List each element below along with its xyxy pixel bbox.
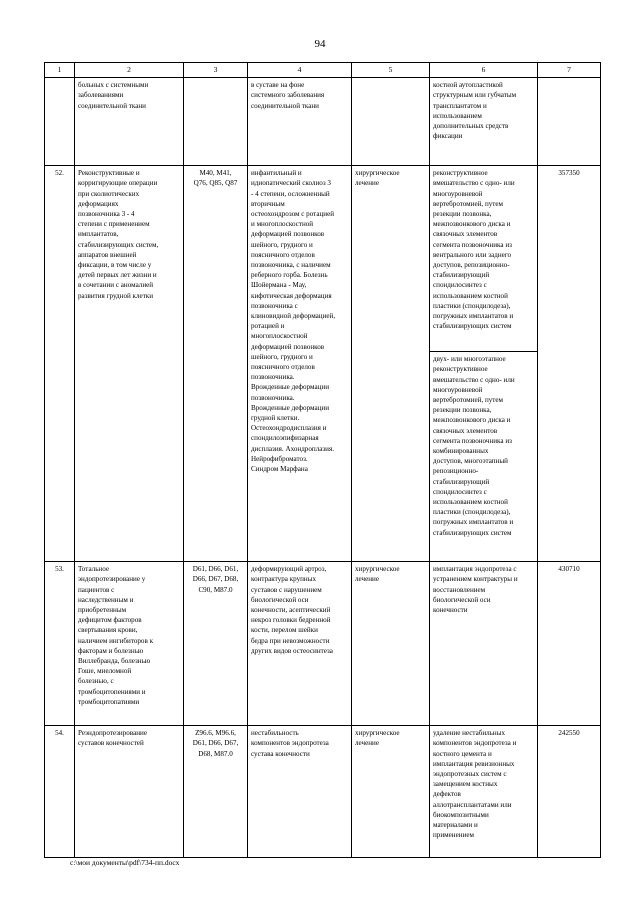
medical-procedures-table [44, 62, 601, 858]
diagnosis-codes: Z96.6, M96.6, D61, D66, D67, D68, M87.0 [184, 726, 248, 858]
row-number: 52. [45, 166, 75, 562]
diagnosis-codes: D61, D66, D61, D66, D67, D68, C90, M87.0 [184, 562, 248, 726]
patient-model: деформирующий артроз, контрактура крупных суставов с нарушением биологической оси конечности, асептический некроз головки бедренной кости, перелом шейки бедра при невозможности других видов остеосинтеза [248, 562, 352, 726]
diagnosis-codes: M40, M41, Q76, Q85, Q87 [184, 166, 248, 562]
column-header: 7 [538, 63, 601, 78]
treatment-method: костной аутопластикой структурным или губчатым трансплантатом и использованием дополнительных средств фиксации [430, 78, 538, 166]
treatment-type: хирургическое лечение [352, 166, 430, 562]
cost-value: 242550 [538, 726, 601, 858]
column-header: 5 [352, 63, 430, 78]
column-header: 6 [430, 63, 538, 78]
patient-model: нестабильность компонентов эндопротеза сустава конечности [248, 726, 352, 858]
header-row [45, 63, 601, 78]
table-row [45, 166, 601, 352]
column-header: 4 [248, 63, 352, 78]
diagnosis-codes [184, 78, 248, 166]
page-number: 94 [314, 38, 326, 50]
row-number [45, 78, 75, 166]
table-row [45, 78, 601, 166]
procedure-name: больных с системными заболеваниями соединительной ткани [75, 78, 184, 166]
table-row [45, 562, 601, 726]
cost-value [538, 78, 601, 166]
column-header: 1 [45, 63, 75, 78]
file-path-footer: c:\мои документы\pdf\734-пп.docx [70, 858, 180, 867]
treatment-method: реконструктивное вмешательство с одно- или многоуровневой вертебротомией, путем резекции позвонка, межпозвонкового диска и связочных элементов сегмента позвоночника из вентрального или заднего доступов, репозиционно- стабилизирующий спондилосинтез с использованием костной пластики (спондилодеза), погружных имплантатов и стабилизирующих систем [430, 166, 538, 352]
procedure-name: Реэндопротезирование суставов конечностей [75, 726, 184, 858]
treatment-type: хирургическое лечение [352, 562, 430, 726]
treatment-type [352, 78, 430, 166]
row-number: 53. [45, 562, 75, 726]
treatment-type: хирургическое лечение [352, 726, 430, 858]
column-header: 2 [75, 63, 184, 78]
treatment-method: удаление нестабильных компонентов эндопротеза и костного цемента и имплантация ревизионных эндопротезных систем с замещением костных дефектов аллотрансплантатами или биокомпозитными материалами и применением [430, 726, 538, 858]
cost-value: 430710 [538, 562, 601, 726]
row-number: 54. [45, 726, 75, 858]
column-header: 3 [184, 63, 248, 78]
table-row [45, 726, 601, 858]
treatment-method: двух- или многоэтапное реконструктивное вмешательство с одно- или многоуровневой вертебротомией, путем резекции позвонка, межпозвонкового диска и связочных элементов сегмента позвоночника из комбинированных доступов, многоэтапный репозиционно- стабилизирующий спондилосинтез с использованием костной пластики (спондилодеза), погружных имплантатов и стабилизирующих систем [430, 352, 538, 562]
patient-model: инфантильный и идиопатический сколиоз 3 - 4 степени, осложненный вторичным остеохондрозом с ротацией и многоплоскостной деформацией позвонков шейного, грудного и поясничного отделов позвоночника, с наличием реберного горба. Болезнь Шойермана - Мау, кифотическая деформация позвоночника с клиновидной деформацией, ротацией и многоплоскостной деформацией позвонков шейного, грудного и поясничного отделов позвоночника. Врожденные деформации позвоночника. Врожденные деформации грудной клетки. Остеохондродисплазия и спондилоэпифизарная дисплазия. Ахондроплазия. Нейрофиброматоз. Синдром Марфана [248, 166, 352, 562]
cost-value: 357350 [538, 166, 601, 562]
procedure-name: Тотальное эндопротезирование у пациентов с наследственным и приобретенным дефицитом факторов свертывания крови, наличием ингибиторов к факторам и болезнью Виллебранда, болезнью Гоше, миеломной болезнью, с тромбоцитопениями и тромбоцитопатиями [75, 562, 184, 726]
patient-model: в суставе на фоне системного заболевания соединительной ткани [248, 78, 352, 166]
treatment-method: имплантация эндопротеза с устранением контрактуры и восстановлением биологической оси конечности [430, 562, 538, 726]
procedure-name: Реконструктивные и корригирующие операции при сколиотических деформациях позвоночника 3 - 4 степени с применением имплантатов, стабилизирующих систем, аппаратов внешней фиксации, в том числе у детей первых лет жизни и в сочетании с аномалией развития грудной клетки [75, 166, 184, 562]
